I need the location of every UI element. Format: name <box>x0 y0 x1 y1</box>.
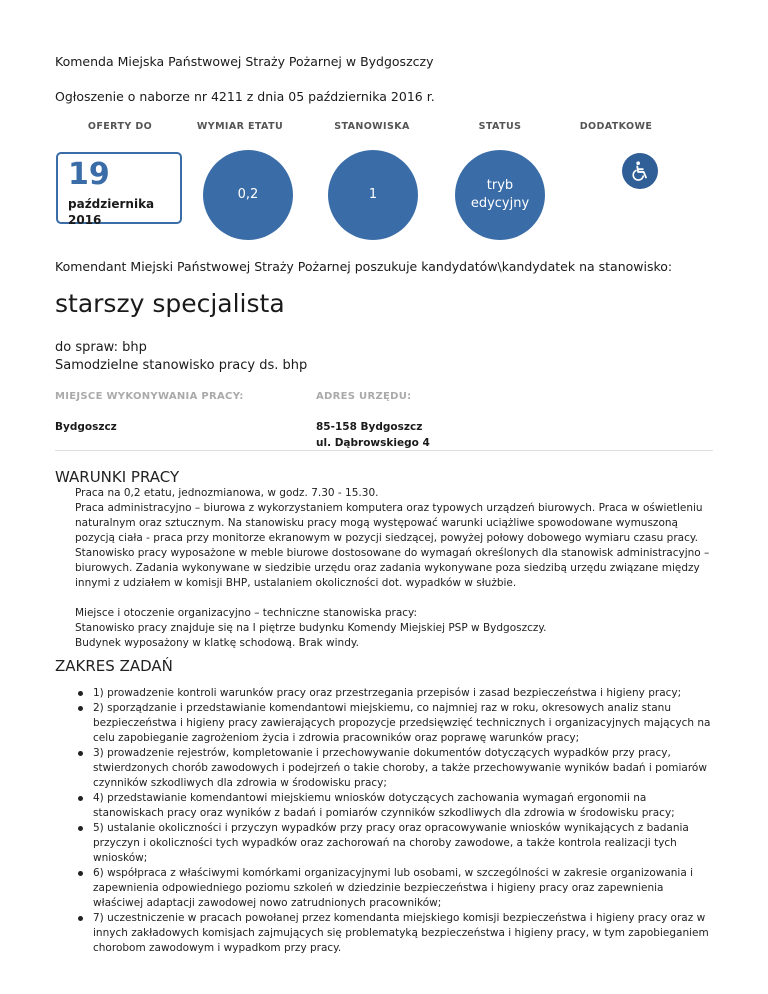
conditions-p2: Praca administracyjno – biurowa z wykorzystaniem komputera oraz typowych urządzeń biurowych. Praca w oświetleniu naturalnym oraz sztucznym. Na stanowisku pracy mogą występować warunki uciążliwe spowodowane wymuszoną pozycją ciała - praca przy monitorze ekranowym w pozycji siedzącej, powyżej połowy dobowego wymiaru czasu pracy. Stanowisko pracy wyposażone w meble biurowe dostosowane do wymagań określonych dla stanowisk administracyjno – biurowych. Zadania wykonywane w siedzibie urzędu oraz zadania wykonywane poza siedzibą urzędu związane między innymi z udziałem w komisji BHP, ustalaniem okoliczności dot. wypadków w służbie. <box>75 502 710 589</box>
list-item: 7) uczestniczenie w pracach powołanej przez komendanta miejskiego komisji bezpieczeństwa i higieny pracy oraz w innych zakładowych komisjach zajmujących się problematyką bezpieczeństwa i higieny pracy, w tym zapobieganiem chorobom zawodowym i wypadkom przy pracy. <box>75 911 715 956</box>
wheelchair-icon-svg <box>629 160 651 182</box>
deadline-day: 19 <box>68 157 110 192</box>
workload-circle <box>203 150 293 240</box>
conditions-p3: Miejsce i otoczenie organizacyjno – techniczne stanowiska pracy: <box>75 607 418 619</box>
status-value-line1: tryb <box>486 177 514 193</box>
address-label: ADRES URZĘDU: <box>316 391 412 402</box>
status-circle <box>455 150 545 240</box>
positions-header: STANOWISKA <box>334 121 410 132</box>
address-line2: ul. Dąbrowskiego 4 <box>316 436 430 449</box>
workload-value: 0,2 <box>237 186 259 202</box>
address-value <box>316 420 430 452</box>
tasks-heading: ZAKRES ZADAŃ <box>55 657 173 675</box>
list-item: 6) współpraca z właściwymi komórkami organizacyjnymi lub osobami, w szczególności w zakresie organizowania i zapewnienia odpowiedniego poziomu szkoleń w dziedzinie bezpieczeństwa i higieny pracy oraz zapewnienia właściwej adaptacji zawodowej nowo zatrudnionych pracowników; <box>75 866 715 911</box>
positions-value: 1 <box>368 186 378 202</box>
list-item: 3) prowadzenie rejestrów, kompletowanie i przechowywanie dokumentów dotyczących wypadków przy pracy, stwierdzonych chorób zawodowych i podejrzeń o takie choroby, a także przechowywanie wyników badań i pomiarów czynników szkodliwych dla zdrowia w środowisku pracy; <box>75 746 715 791</box>
job-title: starszy specjalista <box>55 289 285 318</box>
workplace-value: Bydgoszcz <box>55 421 117 433</box>
intro-text: Komendant Miejski Państwowej Straży Pożarnej poszukuje kandydatów\kandydatek na stanowisko: <box>55 259 673 274</box>
deadline-year: 2016 <box>68 213 102 228</box>
notice-title: Ogłoszenie o naborze nr 4211 z dnia 05 października 2016 r. <box>55 89 435 104</box>
conditions-p1: Praca na 0,2 etatu, jednozmianowa, w godz. 7.30 - 15.30. <box>75 487 379 499</box>
list-item: 5) ustalanie okoliczności i przyczyn wypadków przy pracy oraz opracowywanie wniosków wynikających z badania przyczyn i okoliczności tych wypadków oraz zachorowań na choroby zawodowe, a także kontrola realizacji tych wniosków; <box>75 821 715 866</box>
divider <box>55 450 713 451</box>
tasks-list <box>75 686 715 956</box>
positions-circle <box>328 150 418 240</box>
list-item: 4) przedstawianie komendantowi miejskiemu wniosków dotyczących zachowania wymagań ergonomii na stanowiskach pracy oraz wyników z badań i pomiarów czynników szkodliwych dla zdrowia w środowisku pracy; <box>75 791 715 821</box>
address-line1: 85-158 Bydgoszcz <box>316 421 423 433</box>
deadline-header: OFERTY DO <box>87 121 153 132</box>
list-item: 2) sporządzanie i przedstawianie komendantowi miejskiemu, co najmniej raz w roku, okresowych analiz stanu bezpieczeństwa i higieny pracy zawierających propozycje przedsięwzięć technicznych i organizacyjnych mających na celu zapobieganie zagrożeniom życia i zdrowia pracowników oraz poprawę warunków pracy; <box>75 701 715 746</box>
workplace-label: MIEJSCE WYKONYWANIA PRACY: <box>55 391 244 402</box>
status-header: STATUS <box>478 121 522 132</box>
conditions-p5: Budynek wyposażony w klatkę schodową. Brak windy. <box>75 637 359 649</box>
deadline-month-year <box>68 196 154 228</box>
department <box>55 339 307 375</box>
conditions-text <box>75 486 715 651</box>
workload-header: WYMIAR ETATU <box>196 121 284 132</box>
organization-name: Komenda Miejska Państwowej Straży Pożarnej w Bydgoszczy <box>55 54 434 69</box>
department-line2: Samodzielne stanowisko pracy ds. bhp <box>55 357 308 373</box>
department-line1: do spraw: bhp <box>55 340 147 355</box>
status-value-line2: edycyjny <box>470 196 530 211</box>
wheelchair-icon <box>622 153 658 189</box>
deadline-month: października <box>68 197 155 211</box>
conditions-p4: Stanowisko pracy znajduje się na I piętrze budynku Komendy Miejskiej PSP w Bydgoszczy. <box>75 622 547 634</box>
deadline-date-box <box>56 152 182 228</box>
extra-header: DODATKOWE <box>579 121 653 132</box>
list-item: 1) prowadzenie kontroli warunków pracy oraz przestrzegania przepisów i zasad bezpieczeństwa i higieny pracy; <box>75 686 715 701</box>
conditions-heading: WARUNKI PRACY <box>55 468 180 486</box>
